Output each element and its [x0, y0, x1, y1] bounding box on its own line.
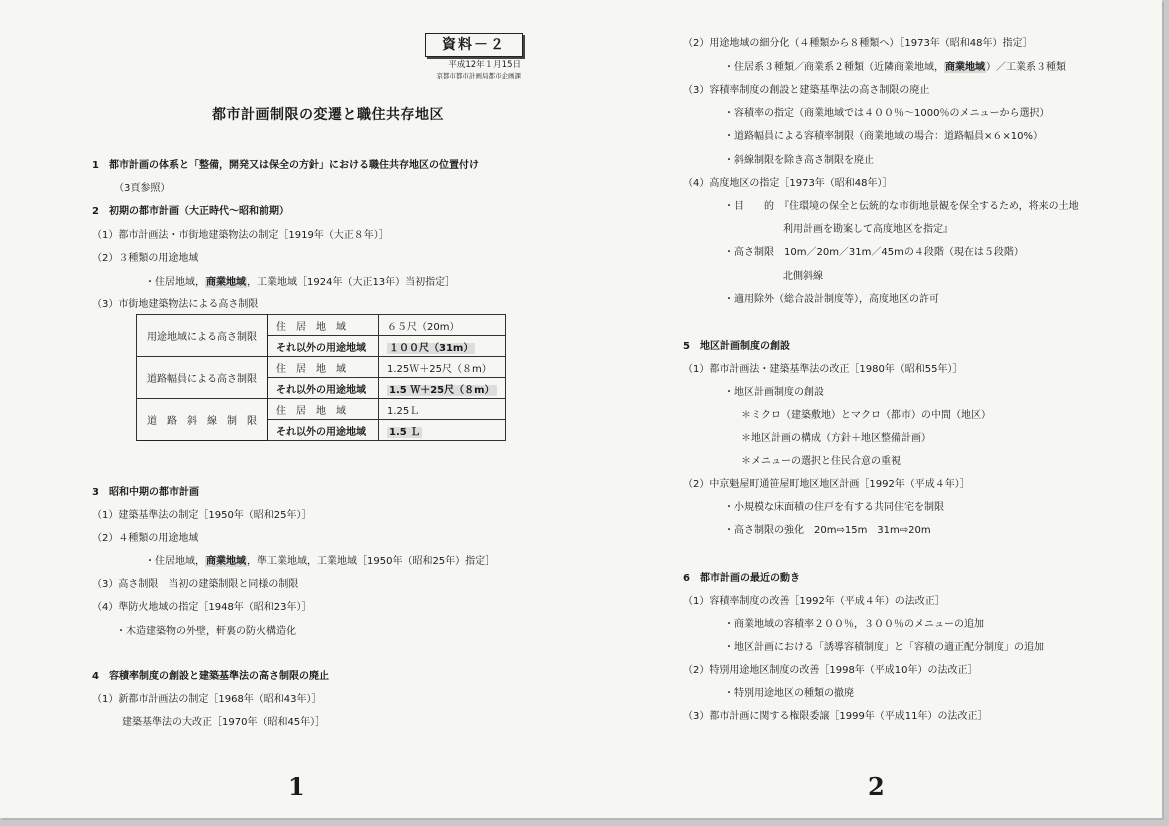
section-3-heading: 3 昭和中期の都市計画: [92, 487, 199, 498]
r6-item-1: （1）容積率制度の改善［1992年（平成４年）の法改正］: [683, 596, 945, 607]
limit-value: 1.5 Ｗ＋25尺（８m）: [389, 384, 495, 396]
table-row: [137, 357, 506, 378]
limit-cell: [379, 378, 506, 399]
highlight-commercial: 商業地域: [945, 62, 985, 73]
section-3-item-3: （3）高さ制限 当初の建築制限と同様の制限: [92, 579, 299, 590]
r5-item-2b: ・高さ制限の強化 20m⇨15m 31m⇨20m: [724, 525, 931, 536]
limit-cell: [379, 420, 506, 441]
r6-item-2: （2）特別用途地区制度の改善［1998年（平成10年）の法改正］: [683, 665, 978, 676]
material-number-box: 資料－２: [425, 33, 523, 57]
page-number-1: 1: [288, 772, 305, 801]
section-3-item-1: （1）建築基準法の制定［1950年（昭和25年）］: [92, 510, 312, 521]
section-3-item-4a: ・木造建築物の外壁，軒裏の防火構造化: [116, 626, 296, 637]
r-item-4c: ・適用除外（総合設計制度等），高度地区の許可: [724, 294, 939, 305]
section-4-item-1b: 建築基準法の大改正［1970年（昭和45年）］: [122, 717, 326, 728]
highlight-commercial: 商業地域: [206, 277, 246, 288]
r5-item-2: （2）中京魁屋町通笹屋町地区地区計画［1992年（平成４年）］: [683, 479, 970, 490]
text: ，工業地域［1924年（大正13年）当初指定］: [247, 277, 456, 288]
limit-cell: 1.25Ｗ＋25尺（８m）: [379, 357, 506, 378]
height-limit-table: [136, 314, 506, 441]
r-item-3: （3）容積率制度の創設と建築基準法の高さ制限の廃止: [683, 85, 930, 96]
r-item-3a: ・容積率の指定（商業地域では４００％～1000％のメニューから選択）: [724, 108, 1050, 119]
area-cell: それ以外の用途地域: [268, 336, 379, 357]
section-4-heading: 4 容積率制度の創設と建築基準法の高さ制限の廃止: [92, 671, 329, 682]
table-row: [137, 399, 506, 420]
limit-value: 1.5 Ｌ: [389, 426, 421, 438]
section-2-heading: 2 初期の都市計画（大正時代～昭和前期）: [92, 206, 289, 217]
table-row: [137, 315, 506, 336]
section-2-item-1: （1）都市計画法・市街地建築物法の制定［1919年（大正８年）］: [92, 230, 389, 241]
highlight-commercial: 商業地域: [206, 556, 246, 567]
row-label: 道路幅員による高さ制限: [137, 357, 268, 399]
r-item-4a2: 利用計画を勘案して高度地区を指定』: [783, 224, 953, 235]
area-cell: それ以外の用途地域: [268, 420, 379, 441]
section-2-item-2a: [145, 276, 455, 289]
section-5-heading: 5 地区計画制度の創設: [683, 341, 790, 352]
section-1-ref: （3頁参照）: [114, 183, 171, 194]
row-label: 用途地域による高さ制限: [137, 315, 268, 357]
limit-cell: 1.25Ｌ: [379, 399, 506, 420]
r-item-2: （2）用途地域の細分化（４種類から８種類へ）［1973年（昭和48年）指定］: [683, 38, 1033, 49]
limit-cell: ６５尺（20m）: [379, 315, 506, 336]
limit-cell: [379, 336, 506, 357]
date: 平成12年１月15日: [448, 60, 521, 70]
r5-item-1b: ＊ミクロ（建築敷地）とマクロ（都市）の中間（地区）: [741, 410, 991, 421]
r5-item-2a: ・小規模な床面積の住戸を有する共同住宅を制限: [724, 502, 944, 513]
area-cell: 住 居 地 域: [268, 399, 379, 420]
r6-item-3: （3）都市計画に関する権限委譲［1999年（平成11年）の法改正］: [683, 711, 988, 722]
text: ・住居地域，: [145, 277, 205, 288]
section-6-heading: 6 都市計画の最近の動き: [683, 573, 800, 584]
date-block: [410, 60, 521, 82]
section-3-item-4: （4）準防火地域の指定［1948年（昭和23年）］: [92, 602, 312, 613]
r-item-3b: ・道路幅員による容積率制限（商業地域の場合：道路幅員×６×10%）: [724, 131, 1043, 142]
r5-item-1a: ・地区計画制度の創設: [724, 387, 824, 398]
section-2-item-2: （2）３種類の用途地域: [92, 253, 199, 264]
department: 京都市都市計画局都市企画課: [436, 72, 521, 80]
limit-value: １００尺（31m）: [389, 342, 474, 354]
r6-item-1b: ・地区計画における「誘導容積制度」と「容積の適正配分制度」の追加: [724, 642, 1044, 653]
section-4-item-1: （1）新都市計画法の制定［1968年（昭和43年）］: [92, 694, 322, 705]
r-item-4b2: 北側斜線: [783, 271, 823, 282]
row-label: 道 路 斜 線 制 限: [137, 399, 268, 441]
r5-item-1d: ＊メニューの選択と住民合意の重視: [741, 456, 901, 467]
r-item-3c: ・斜線制限を除き高さ制限を廃止: [724, 155, 874, 166]
section-3-item-2a: [145, 555, 495, 568]
text: ）／工業系３種類: [986, 62, 1066, 73]
r5-item-1c: ＊地区計画の構成（方針＋地区整備計画）: [741, 433, 931, 444]
r-item-4: （4）高度地区の指定［1973年（昭和48年）］: [683, 178, 893, 189]
text: ，準工業地域，工業地域［1950年（昭和25年）指定］: [247, 556, 496, 567]
page-title: 都市計画制限の変遷と職住共存地区: [212, 107, 444, 123]
text: ・住居地域，: [145, 556, 205, 567]
area-cell: それ以外の用途地域: [268, 378, 379, 399]
section-3-item-2: （2）４種類の用途地域: [92, 533, 199, 544]
r-item-2a: [724, 61, 1066, 74]
text: ・住居系３種類／商業系２種類（近隣商業地域，: [724, 62, 944, 73]
section-1-heading: 1 都市計画の体系と「整備，開発又は保全の方針」における職住共存地区の位置付け: [92, 160, 479, 171]
r-item-4a: ・目 的 『住環境の保全と伝統的な市街地景観を保全するため，将来の土地: [724, 201, 1079, 212]
page-number-2: 2: [868, 772, 885, 801]
r6-item-1a: ・商業地域の容積率２００％，３００％のメニューの追加: [724, 619, 984, 630]
section-2-item-3: （3）市街地建築物法による高さ制限: [92, 299, 259, 310]
area-cell: 住 居 地 域: [268, 315, 379, 336]
area-cell: 住 居 地 域: [268, 357, 379, 378]
r6-item-2a: ・特別用途地区の種類の撤廃: [724, 688, 854, 699]
r5-item-1: （1）都市計画法・建築基準法の改正［1980年（昭和55年）］: [683, 364, 963, 375]
r-item-4b: ・高さ制限 10m／20m／31m／45mの４段階（現在は５段階）: [724, 247, 1024, 258]
